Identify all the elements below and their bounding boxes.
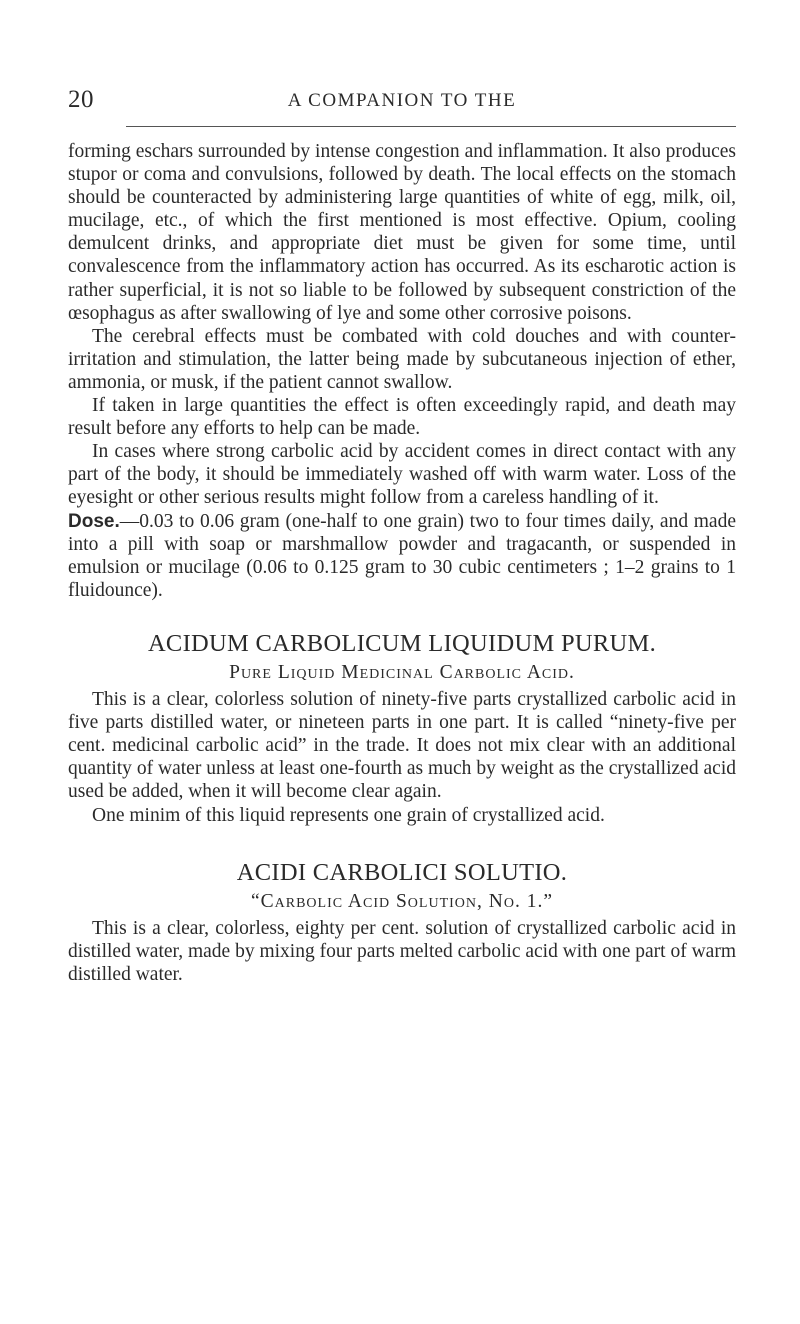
section-subtitle-liquidum: Pure Liquid Medicinal Carbolic Acid. [229,661,575,683]
paragraph-solutio-description: This is a clear, colorless, eighty per cent. solution of crystallized carbolic acid in distilled water, made by mixing four parts melted carbolic acid with one part of warm distilled water. [68,917,736,985]
page-header [68,86,736,120]
page-number: 20 [68,86,94,113]
paragraph-cerebral-effects: The cerebral effects must be combated with cold douches and with counter-irritation and stimulation, the latter being made by subcutaneous injection of ether, ammonia, or musk, if the patient cannot swallow. [68,325,736,393]
page-body [68,140,736,986]
section-title-liquidum: ACIDUM CARBOLICUM LIQUIDUM PURUM. [147,629,657,657]
paragraph-liquidum-description: This is a clear, colorless solution of ninety-five parts crystallized carbolic acid in five parts distilled water, or nineteen parts in one part. It is called “ninety-five per cent. medicinal carbolic acid” in the trade. It does not mix clear with an additional quantity of water unless at least one-fourth as much by weight as the crystallized acid used be added, when it will become clear again. [68,689,736,803]
section-subtitle-solutio: “Carbolic Acid Solution, No. 1.” [250,890,553,912]
header-rule [126,126,736,127]
dose-label: Dose. [68,510,120,532]
running-title: A COMPANION TO THE [287,90,517,111]
section-title-solutio: ACIDI CARBOLICI SOLUTIO. [236,858,568,886]
paragraph-accidental-contact: In cases where strong carbolic acid by accident comes in direct contact with any part of the body, it should be immediately washed off with warm water. Loss of the eyesight or other serious results might follow from a careless handling of it. [68,441,736,509]
dose-text: —0.03 to 0.06 gram (one-half to one grain) two to four times daily, and made into a pill with soap or marshmallow powder and tragacanth, or suspended in emulsion or mucilage (0.06 to 0.125 gram to 30 cubic centimeters ; 1–2 grains to 1 fluidounce). [68,510,736,601]
paragraph-large-quantities: If taken in large quantities the effect is often exceedingly rapid, and death may result before any efforts to help can be made. [68,395,736,440]
paragraph-continuation: forming eschars surrounded by intense congestion and inflammation. It also produces stupor or coma and convulsions, followed by death. The local effects on the stomach should be counteracted by administering large quantities of white of egg, milk, oil, mucilage, etc., of which the first mentioned is most effective. Opium, cooling demulcent drinks, and appropriate diet must be given for some time, until convalescence from the inflammatory action has occurred. As its escharotic action is rather superficial, it is not so liable to be followed by subsequent constriction of the œsophagus as after swallowing of lye and some other corrosive poisons. [68,141,736,324]
dose-paragraph [68,510,736,602]
paragraph-liquidum-minim: One minim of this liquid represents one grain of crystallized acid. [92,804,605,826]
